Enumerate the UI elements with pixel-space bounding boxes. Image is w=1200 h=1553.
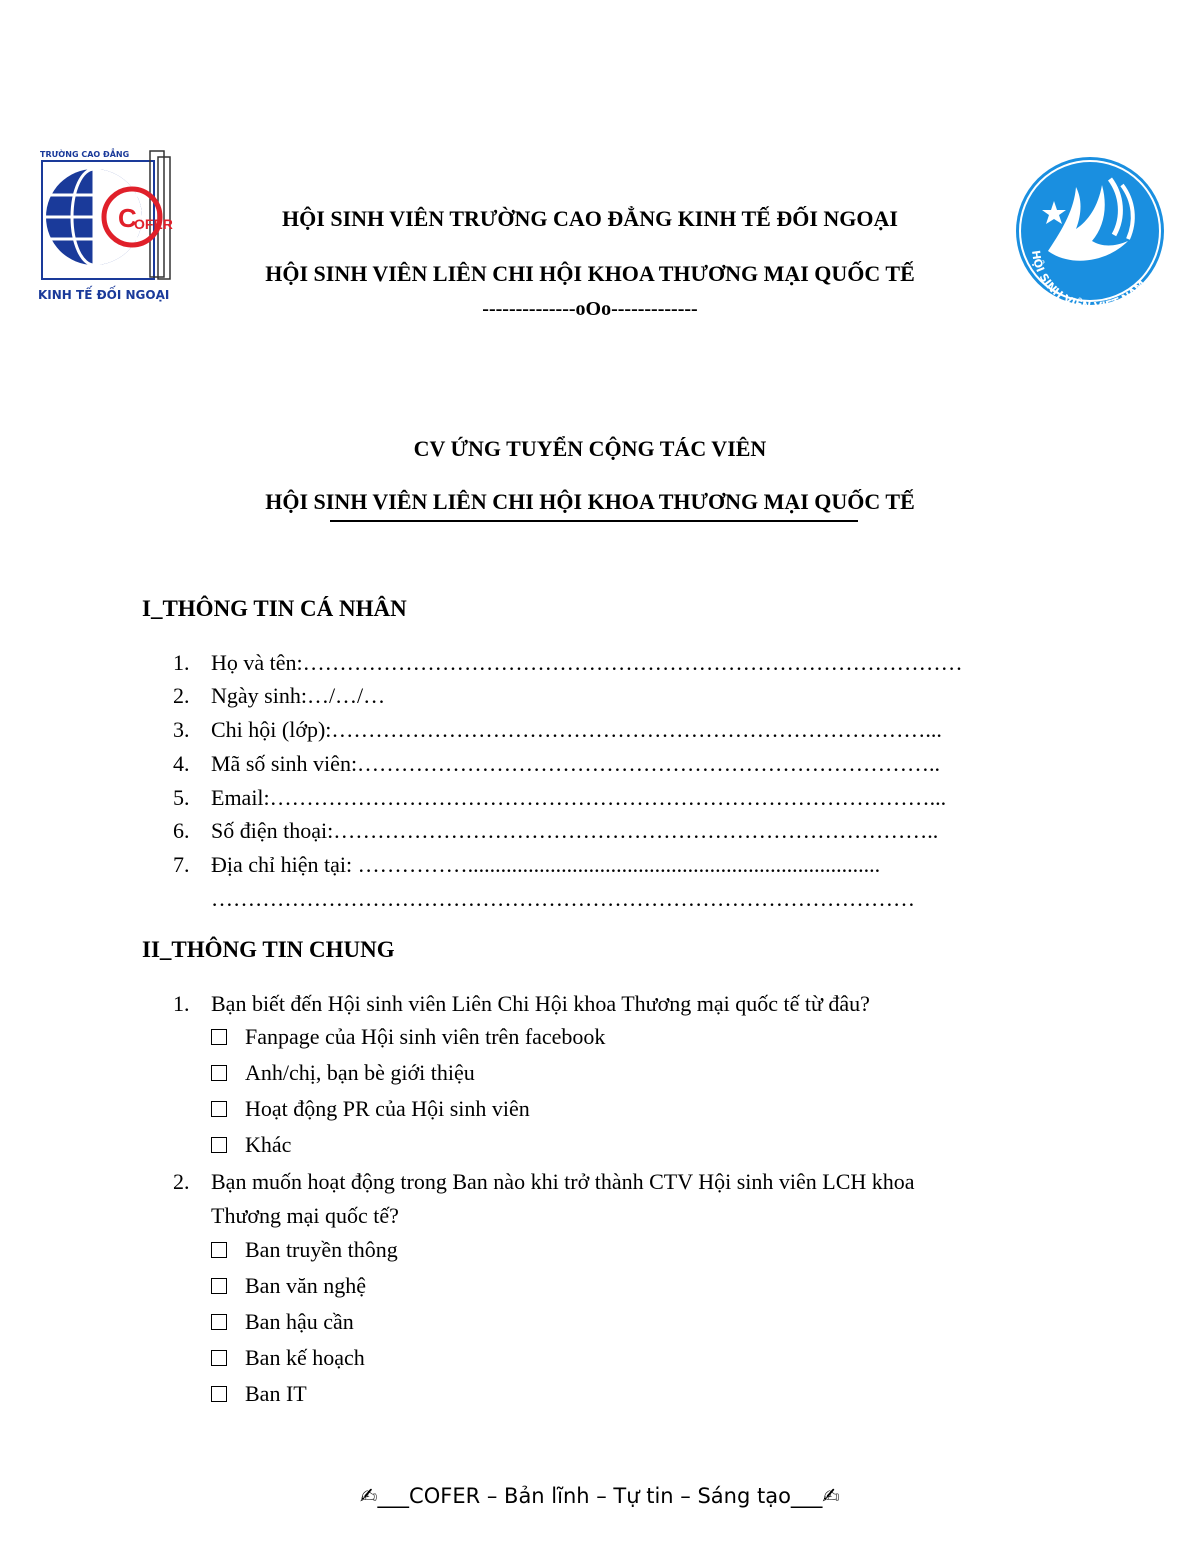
item-number: 1. [173,650,190,675]
svg-text:C: C [118,203,137,233]
option-label: Khác [245,1132,292,1157]
option-friends[interactable] [211,1060,475,1086]
field-address[interactable] [173,852,880,878]
field-email[interactable] [173,785,946,811]
svg-text:KINH TẾ ĐỐI NGOẠI: KINH TẾ ĐỐI NGOẠI [38,288,170,302]
option-pr[interactable] [211,1096,530,1122]
checkbox[interactable] [211,1242,227,1258]
option-label: Anh/chị, bạn bè giới thiệu [245,1060,475,1085]
option-other[interactable] [211,1132,291,1158]
checkbox[interactable] [211,1386,227,1402]
footer-slogan: ✍___COFER – Bản lĩnh – Tự tin – Sáng tạo___✍ [359,1484,841,1508]
item-number: 6. [173,818,190,843]
section-2-heading: II_THÔNG TIN CHUNG [142,937,395,962]
svg-text:TRƯỜNG CAO ĐẲNG: TRƯỜNG CAO ĐẲNG [40,150,130,159]
field-label: Họ và tên:……………………………………………………………………………… [211,650,963,675]
student-union-logo [1010,155,1170,310]
checkbox[interactable] [211,1137,227,1153]
field-label: Email:………………………………………………………………………………... [211,785,947,810]
item-number: 4. [173,751,190,776]
header-line-1: HỘI SINH VIÊN TRƯỜNG CAO ĐẲNG KINH TẾ ĐỐI NGOẠI [282,206,898,231]
question-2 [173,1169,915,1195]
item-number: 2. [173,1169,190,1194]
checkbox[interactable] [211,1278,227,1294]
option-label: Ban hậu cần [245,1309,354,1334]
document-title: CV ỨNG TUYỂN CỘNG TÁC VIÊN [413,436,767,461]
item-number: 3. [173,717,190,742]
svg-text:HỘI SINH VIÊN VIỆT NAM: HỘI SINH VIÊN VIỆT NAM [1028,249,1149,310]
option-label: Ban văn nghệ [245,1273,366,1298]
item-number: 5. [173,785,190,810]
field-phone[interactable] [173,818,938,844]
title-underline [330,520,858,522]
field-class[interactable] [173,717,942,743]
option-media[interactable] [211,1237,398,1263]
item-number: 7. [173,852,190,877]
field-label: Địa chỉ hiện tại: ……………........................................................................... [211,852,881,877]
field-birth-date[interactable] [173,683,385,709]
option-planning[interactable] [211,1345,365,1371]
checkbox[interactable] [211,1350,227,1366]
checkbox[interactable] [211,1029,227,1045]
option-label: Ban truyền thông [245,1237,398,1262]
svg-text:OFER: OFER [134,216,173,232]
header-divider: --------------oOo------------- [482,298,698,320]
question-text: Bạn muốn hoạt động trong Ban nào khi trở thành CTV Hội sinh viên LCH khoa [211,1169,915,1194]
field-student-id[interactable] [173,751,940,777]
option-logistics[interactable] [211,1309,354,1335]
item-number: 2. [173,683,190,708]
option-label: Ban kế hoạch [245,1345,365,1370]
field-full-name[interactable] [173,650,963,676]
checkbox[interactable] [211,1101,227,1117]
field-label: Mã số sinh viên:…………………………………………………………………….. [211,751,941,776]
header-line-2: HỘI SINH VIÊN LIÊN CHI HỘI KHOA THƯƠNG MẠI QUỐC TẾ [265,261,915,286]
question-text: Bạn biết đến Hội sinh viên Liên Chi Hội khoa Thương mại quốc tế từ đâu? [211,991,870,1016]
item-number: 1. [173,991,190,1016]
field-label: Chi hội (lớp):………………………………………………………………………... [211,717,942,742]
option-label: Ban IT [245,1381,307,1406]
checkbox[interactable] [211,1065,227,1081]
option-arts[interactable] [211,1273,366,1299]
field-address-continuation[interactable]: …………………………………………………………………………………… [211,886,915,911]
question-2-continuation: Thương mại quốc tế? [211,1203,399,1228]
section-1-heading: I_THÔNG TIN CÁ NHÂN [142,596,407,621]
option-label: Hoạt động PR của Hội sinh viên [245,1096,530,1121]
option-label: Fanpage của Hội sinh viên trên facebook [245,1024,606,1049]
document-subtitle: HỘI SINH VIÊN LIÊN CHI HỘI KHOA THƯƠNG MẠI QUỐC TẾ [265,489,915,514]
field-label: Số điện thoại:……………………………………………………………………….. [211,818,939,843]
question-1 [173,991,870,1017]
option-fanpage[interactable] [211,1024,605,1050]
option-it[interactable] [211,1381,307,1407]
field-label: Ngày sinh:…/…/… [211,683,386,708]
checkbox[interactable] [211,1314,227,1330]
